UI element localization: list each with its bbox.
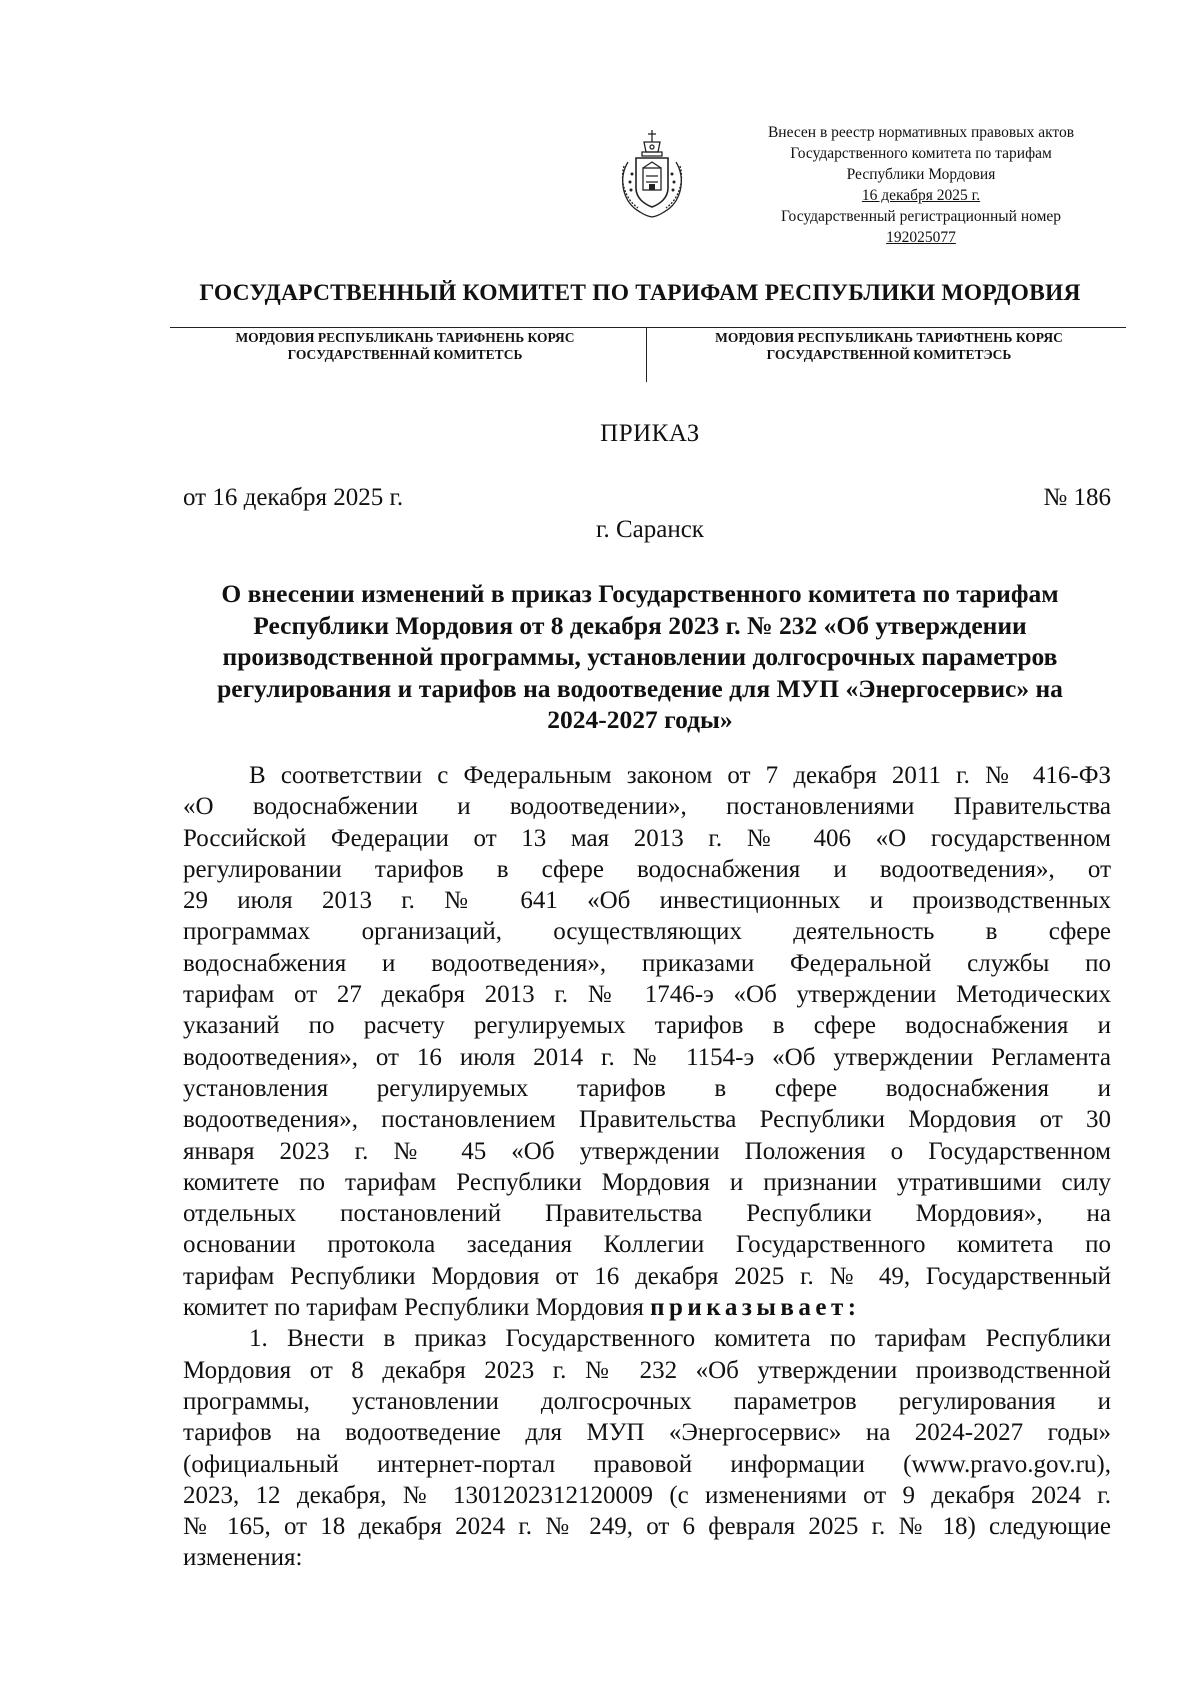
body-line: комитете по тарифам Республики Мордовия и признании утратившими силу — [183, 1168, 1111, 1196]
registration-line: Государственный регистрационный номер — [780, 208, 1062, 225]
body-line: водоотведения», от 16 июля 2014 г. № 1154-э «Об утверждении Регламента — [183, 1043, 1111, 1071]
item-line: Мордовия от 8 декабря 2023 г. № 232 «Об утверждении производственной — [183, 1356, 1111, 1384]
body-line: тарифам от 27 декабря 2013 г. № 1746-э «Об утверждении Методических — [183, 981, 1111, 1009]
item-line: 1. Внести в приказ Государственного комитета по тарифам Республики — [249, 1325, 1111, 1353]
item-line: (официальный интернет-портал правовой информации (www.pravo.gov.ru), — [183, 1450, 1111, 1478]
registration-number: 192025077 — [886, 229, 956, 246]
erzya-line: ГОСУДАРСТВЕННОЙ КОМИТЕТЭСЬ — [766, 347, 1012, 362]
body-line: водоснабжения и водоотведения», приказами Федеральной службы по — [183, 949, 1111, 977]
body-line-text: комитет по тарифам Республики Мордовия — [183, 1294, 651, 1322]
moksha-line: ГОСУДАРСТВЕННАЙ КОМИТЕТСЬ — [287, 347, 523, 362]
document-date: от 16 декабря 2025 г. — [183, 484, 404, 511]
registration-stamp — [736, 122, 1106, 248]
item-line: 2023, 12 декабря, № 1301202312120009 (с изменениями от 9 декабря 2024 г. — [183, 1481, 1111, 1509]
title-line: О внесении изменений в приказ Государственного комитета по тарифам — [221, 579, 1059, 608]
orders-word: приказывает: — [650, 1294, 861, 1322]
moksha-line: МОРДОВИЯ РЕСПУБЛИКАНЬ ТАРИФНЕНЬ КОРЯС — [235, 330, 575, 345]
body-line: тарифам Республики Мордовия от 16 декабря 2025 г. № 49, Государственный — [183, 1262, 1111, 1290]
body-line: «О водоснабжении и водоотведении», постановлениями Правительства — [183, 793, 1111, 821]
registration-line: Внесен в реестр нормативных правовых актов — [767, 124, 1075, 141]
body-line: водоотведения», постановлением Правительства Республики Мордовия от 30 — [183, 1106, 1111, 1134]
erzya-line: МОРДОВИЯ РЕСПУБЛИКАНЬ ТАРИФТНЕНЬ КОРЯС — [715, 330, 1063, 345]
body-line: программах организаций, осуществляющих деятельность в сфере — [183, 918, 1111, 946]
title-line: регулирования и тарифов на водоотведение для МУП «Энергосервис» на — [217, 673, 1063, 703]
registration-date: 16 декабря 2025 г. — [861, 187, 981, 204]
organization-name-moksha — [170, 329, 640, 363]
registration-line: Государственного комитета по тарифам — [790, 145, 1052, 162]
organization-name: ГОСУДАРСТВЕННЫЙ КОМИТЕТ ПО ТАРИФАМ РЕСПУБЛИКИ МОРДОВИЯ — [199, 280, 1081, 306]
header-divider — [170, 327, 1126, 328]
title-line: 2024-2027 годы» — [547, 705, 733, 734]
body-line: основании протокола заседания Коллегии Государственного комитета по — [183, 1231, 1111, 1259]
title-line: Республики Мордовия от 8 декабря 2023 г. № 232 «Об утверждении — [253, 610, 1027, 640]
body-line: указаний по расчету регулируемых тарифов в сфере водоснабжения и — [183, 1012, 1111, 1040]
registration-line: Республики Мордовия — [846, 166, 996, 183]
item-line: программы, установлении долгосрочных параметров регулирования и — [183, 1387, 1111, 1415]
item-line: изменения: — [183, 1544, 303, 1572]
document-title — [150, 578, 1130, 736]
organization-name-erzya — [654, 329, 1124, 363]
body-line: отдельных постановлений Правительства Республики Мордовия», на — [183, 1200, 1111, 1228]
document-city: г. Саранск — [596, 516, 704, 543]
body-line: Российской Федерации от 13 мая 2013 г. № 406 «О государственном — [183, 824, 1111, 852]
body-line: регулировании тарифов в сфере водоснабжения и водоотведения», от — [183, 855, 1111, 883]
header-column-divider — [646, 327, 647, 382]
document-number: № 186 — [1043, 484, 1111, 511]
item-line: тарифов на водоотведение для МУП «Энергосервис» на 2024-2027 годы» — [183, 1419, 1111, 1447]
body-line: установления регулируемых тарифов в сфере водоснабжения и — [183, 1074, 1111, 1102]
coat-of-arms-emblem — [612, 122, 692, 222]
body-line — [183, 1292, 1111, 1323]
body-line: 29 июля 2013 г. № 641 «Об инвестиционных и производственных — [183, 887, 1111, 915]
title-line: производственной программы, установлении долгосрочных параметров — [222, 642, 1058, 671]
document-body — [183, 760, 1111, 1574]
document-type: ПРИКАЗ — [600, 420, 700, 447]
body-line: В соответствии с Федеральным законом от 7 декабря 2011 г. № 416-ФЗ — [249, 762, 1111, 789]
item-line: № 165, от 18 декабря 2024 г. № 249, от 6 февраля 2025 г. № 18) следующие — [183, 1513, 1111, 1541]
body-line: января 2023 г. № 45 «Об утверждении Положения о Государственном — [183, 1137, 1111, 1165]
